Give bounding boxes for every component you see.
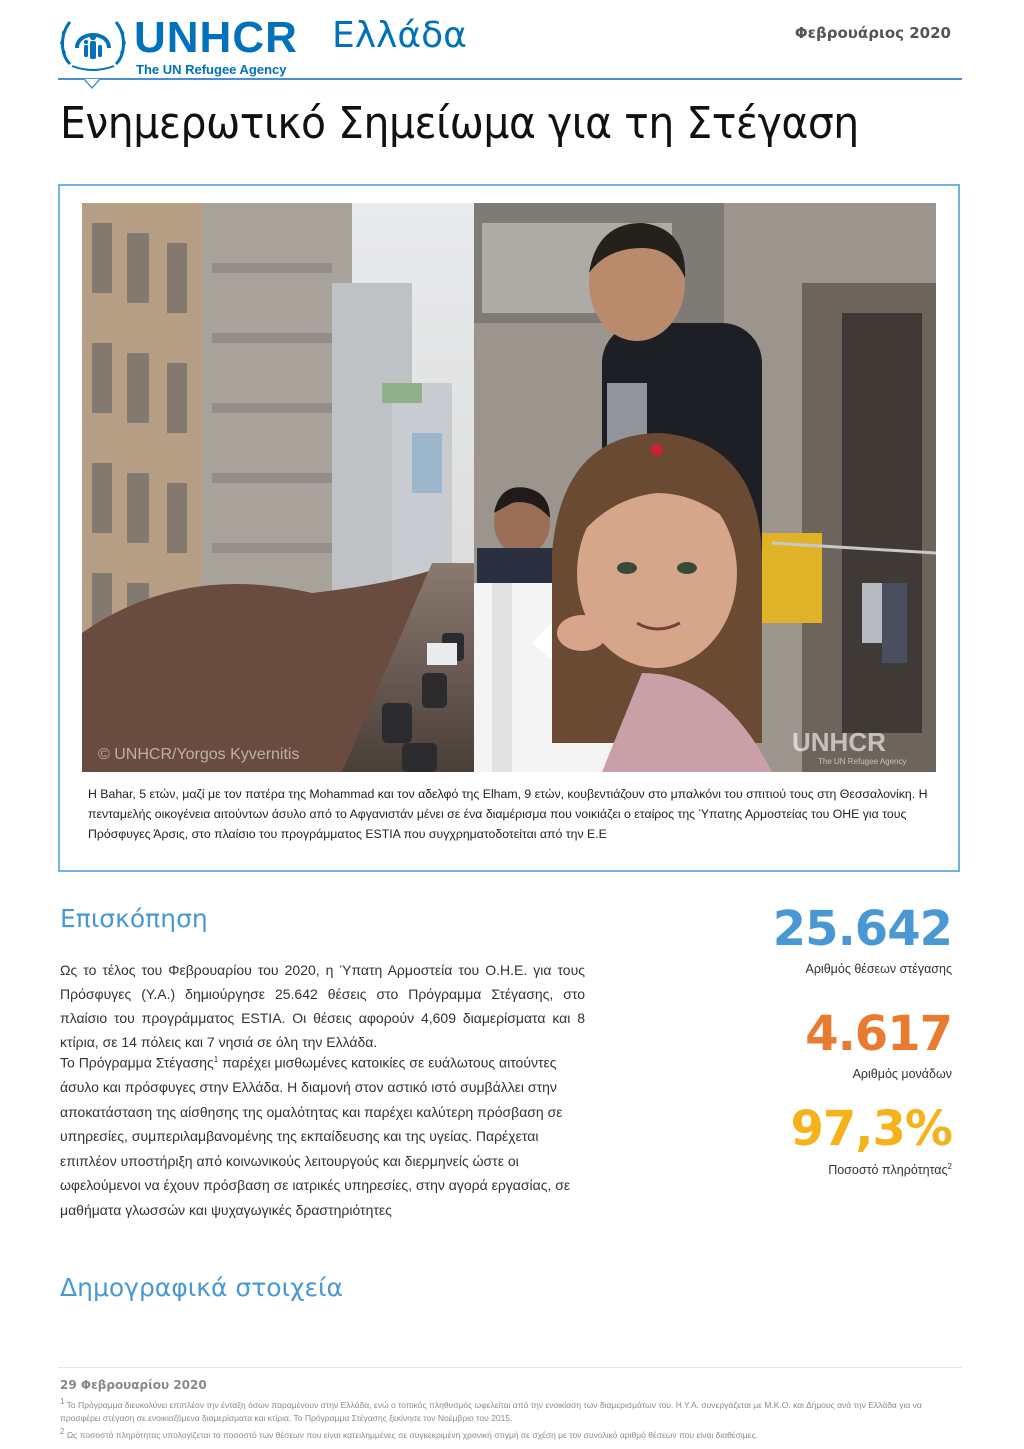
footnote-ref-2[interactable]: 2 [947,1162,952,1171]
stat-value: 97,3% [790,1101,952,1157]
footer-date: 29 Φεβρουαρίου 2020 [60,1378,207,1392]
photo-credit: © UNHCR/Yorgos Kyvernitis [98,746,300,763]
stat-label-text: Ποσοστό πληρότητας [828,1163,948,1178]
unhcr-tagline: The UN Refugee Agency [136,62,287,77]
footnote-2-text: Ως ποσοστό πληρότητας υπολογίζεται το ποσοστό των θέσεων που είναι κατειλημμένες σε συγκεκριμένη χρονική στιγμή σε σχέση με τον συνολικό αριθμό θέσεων που είναι διαθέσιμες. [66,1429,758,1440]
stat-label: Αριθμός θέσεων στέγασης [805,962,952,976]
stat-value: 4.617 [805,1006,952,1062]
page-title: Ενημερωτικό Σημείωμα για τη Στέγαση [60,98,859,149]
header-divider [58,78,962,80]
unhcr-wordmark: UNHCR [134,13,298,62]
stat-label [790,1162,952,1177]
overview-paragraph-2 [60,1048,585,1222]
photo-illustration [82,203,936,772]
stat-label: Αριθμός μονάδων [852,1067,952,1081]
footer-divider [58,1367,962,1368]
stat-housing-places [773,902,952,976]
overview-paragraph-2-body: παρέχει μισθωμένες κατοικίες σε ευάλωτους αιτούντες άσυλο και πρόσφυγες στην Ελλάδα. Η διαμονή στον αστικό ιστό συμβάλλει στην αποκατάσταση της αίσθησης της ομαλότητας και παρέχει καλύτερη πρόσβαση σε υπηρεσίες, συμπεριλαμβανομένης της εκπαίδευσης και της υγείας. Παρέχεται επιπλέον υποστήριξη από κοινωνικούς λειτουργούς και διερμηνείς ώστε οι ωφελούμενοι να έχουν πρόσβαση σε ιατρικές υπηρεσίες, στην αγορά εργασίας, σε μαθήματα γλωσσών και ψυχαγωγικές δραστηριότητες [60,1054,571,1218]
footnote-ref-1[interactable]: 1 [213,1055,219,1064]
header-divider-notch-inner [85,79,99,87]
country-label: Ελλάδα [332,15,467,56]
unhcr-emblem-icon [58,14,128,72]
stat-occupancy-rate [790,1102,952,1177]
footnote-1-text: Το Πρόγραμμα διευκολύνει επιπλέον την ένταξη όσων παραμένουν στην Ελλάδα, ενώ ο τοπικός πληθυσμός ωφελείται από την ενοικίαση των διαμερισμάτων του. Η Υ.Α. συνεργάζεται με Μ.Κ.Ο. και Δήμους ανά την Ελλάδα για να προσφέρει στέγαση σε ενοικιαζόμενα διαμερίσματα και κτίρια. Το Πρόγραμμα Στέγασης ξεκίνησε τον Νοέμβριο του 2015. [60,1399,922,1423]
overview-paragraph-2-lead: Το Πρόγραμμα Στέγασης [60,1054,214,1071]
footnote-1-marker: 1 [60,1397,65,1406]
overview-heading: Επισκόπηση [60,904,208,933]
photo-caption: Η Bahar, 5 ετών, μαζί με τον πατέρα της Mohammad και τον αδελφό της Elham, 9 ετών, κουβεντιάζουν στο μπαλκόνι του σπιτιού τους στη Θεσσαλονίκη. Η πενταμελής οικογένεια αιτούντων άσυλο από το Αφγανιστάν μένει σε ένα διαμέρισμα που νοικιάζει ο εταίρος της Ύπατης Αρμοστείας του ΟΗΕ για τους Πρόσφυγες Άρσις, στο πλαίσιο του προγράμματος ESTIA που συγχρηματοδοτείται από την Ε.Ε [88,787,928,841]
stat-units [805,1007,952,1081]
report-date: Φεβρουάριος 2020 [794,24,951,42]
footnotes [60,1395,950,1442]
stat-value: 25.642 [772,901,952,957]
photo-watermark: UNHCR [792,727,886,757]
footnote-1 [60,1395,950,1425]
unhcr-logo [58,12,308,77]
footnote-2 [60,1425,950,1442]
footnote-2-marker: 2 [60,1426,65,1436]
photo-watermark-tagline: The UN Refugee Agency [818,757,907,766]
family-photo [82,203,936,772]
demographics-heading: Δημογραφικά στοιχεία [60,1273,343,1302]
overview-paragraph-1: Ως το τέλος του Φεβρουαρίου του 2020, η Ύπατη Αρμοστεία του Ο.Η.Ε. για τους Πρόσφυγες (Υ.Α.) δημιούργησε 25.642 θέσεις στο Πρόγραμμα Στέγασης, στο πλαίσιο του προγράμματος ESTIA. Οι θέσεις αφορούν 4,609 διαμερίσματα και 8 κτίρια, σε 14 πόλεις και 7 νησιά σε όλη την Ελλάδα. [60,962,585,1050]
